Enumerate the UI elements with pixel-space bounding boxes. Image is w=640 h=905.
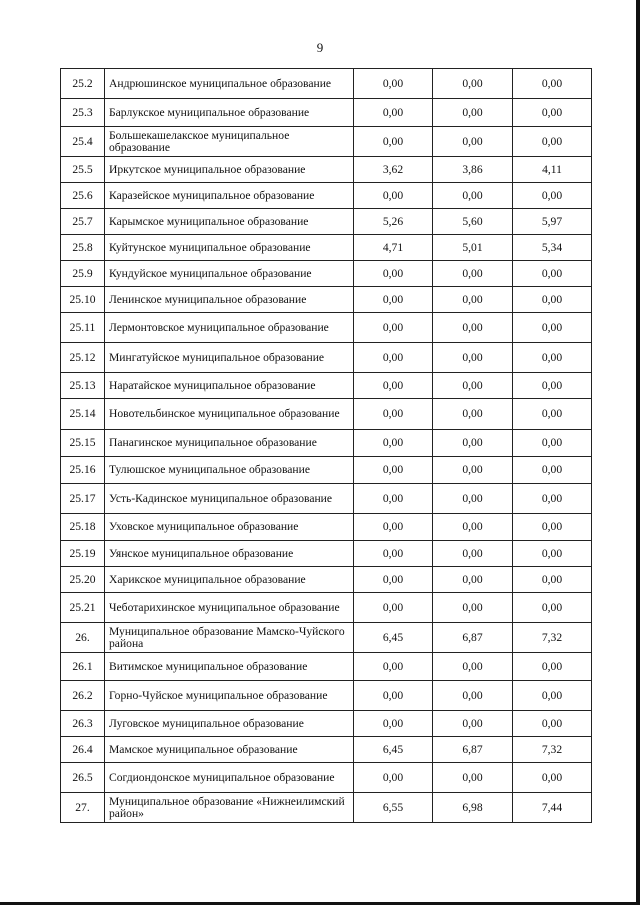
row-value-1: 0,00 [354, 653, 433, 681]
row-number: 25.12 [61, 343, 105, 373]
table-row [61, 737, 592, 763]
row-number: 25.16 [61, 457, 105, 484]
row-value-3: 0,00 [513, 681, 592, 711]
row-value-1: 0,00 [354, 399, 433, 430]
row-value-1: 0,00 [354, 484, 433, 514]
row-name: Мамское муниципальное образование [105, 737, 354, 763]
row-value-1: 0,00 [354, 373, 433, 399]
row-number: 25.19 [61, 541, 105, 567]
row-name: Усть-Кадинское муниципальное образование [105, 484, 354, 514]
row-value-2: 0,00 [433, 541, 513, 567]
row-name: Луговское муниципальное образование [105, 711, 354, 737]
row-number: 25.7 [61, 209, 105, 235]
row-name: Чеботарихинское муниципальное образование [105, 593, 354, 623]
row-name: Муниципальное образование «Нижнеилимский район» [105, 793, 354, 823]
table-row [61, 343, 592, 373]
row-value-2: 0,00 [433, 681, 513, 711]
row-name: Карымское муниципальное образование [105, 209, 354, 235]
row-value-1: 0,00 [354, 343, 433, 373]
row-value-1: 0,00 [354, 99, 433, 127]
row-value-3: 0,00 [513, 261, 592, 287]
row-name: Андрюшинское муниципальное образование [105, 69, 354, 99]
table-row [61, 711, 592, 737]
row-number: 25.6 [61, 183, 105, 209]
row-value-2: 0,00 [433, 457, 513, 484]
table-row [61, 373, 592, 399]
table-row [61, 457, 592, 484]
row-name: Каразейское муниципальное образование [105, 183, 354, 209]
row-name: Кундуйское муниципальное образование [105, 261, 354, 287]
row-value-2: 0,00 [433, 763, 513, 793]
row-value-3: 0,00 [513, 763, 592, 793]
row-number: 26. [61, 623, 105, 653]
table-row [61, 541, 592, 567]
row-number: 25.8 [61, 235, 105, 261]
row-name: Иркутское муниципальное образование [105, 157, 354, 183]
row-value-3: 0,00 [513, 514, 592, 541]
scan-edge-right [636, 0, 640, 905]
row-value-3: 7,32 [513, 737, 592, 763]
row-value-2: 0,00 [433, 484, 513, 514]
row-value-1: 6,55 [354, 793, 433, 823]
row-number: 27. [61, 793, 105, 823]
row-value-2: 0,00 [433, 99, 513, 127]
row-value-1: 6,45 [354, 737, 433, 763]
table-row [61, 157, 592, 183]
row-name: Ленинское муниципальное образование [105, 287, 354, 313]
row-value-3: 0,00 [513, 373, 592, 399]
row-number: 25.15 [61, 430, 105, 457]
row-number: 25.5 [61, 157, 105, 183]
row-value-3: 0,00 [513, 99, 592, 127]
row-value-1: 0,00 [354, 127, 433, 157]
row-value-3: 0,00 [513, 343, 592, 373]
row-number: 25.21 [61, 593, 105, 623]
table-row [61, 127, 592, 157]
table-row [61, 209, 592, 235]
row-value-1: 6,45 [354, 623, 433, 653]
row-name: Согдиондонское муниципальное образование [105, 763, 354, 793]
row-number: 25.18 [61, 514, 105, 541]
row-value-2: 0,00 [433, 343, 513, 373]
row-name: Большекашелакское муниципальное образование [105, 127, 354, 157]
table-row [61, 567, 592, 593]
row-value-3: 0,00 [513, 313, 592, 343]
row-name: Барлукское муниципальное образование [105, 99, 354, 127]
row-value-2: 6,87 [433, 737, 513, 763]
table-row [61, 399, 592, 430]
row-value-1: 0,00 [354, 711, 433, 737]
row-number: 25.10 [61, 287, 105, 313]
table-row [61, 623, 592, 653]
table-row [61, 593, 592, 623]
row-value-3: 0,00 [513, 399, 592, 430]
row-number: 25.9 [61, 261, 105, 287]
row-value-1: 0,00 [354, 567, 433, 593]
row-name: Харикское муниципальное образование [105, 567, 354, 593]
table-row [61, 430, 592, 457]
table-row [61, 653, 592, 681]
row-number: 26.5 [61, 763, 105, 793]
table-row [61, 287, 592, 313]
row-value-1: 0,00 [354, 430, 433, 457]
row-value-2: 0,00 [433, 399, 513, 430]
row-value-3: 0,00 [513, 127, 592, 157]
row-number: 25.13 [61, 373, 105, 399]
row-value-3: 0,00 [513, 593, 592, 623]
row-value-2: 0,00 [433, 261, 513, 287]
row-value-1: 0,00 [354, 313, 433, 343]
row-value-1: 0,00 [354, 261, 433, 287]
row-name: Горно-Чуйское муниципальное образование [105, 681, 354, 711]
row-number: 25.11 [61, 313, 105, 343]
row-number: 25.3 [61, 99, 105, 127]
row-value-2: 0,00 [433, 287, 513, 313]
row-name: Тулюшское муниципальное образование [105, 457, 354, 484]
row-value-2: 0,00 [433, 711, 513, 737]
row-value-2: 0,00 [433, 127, 513, 157]
table-row [61, 484, 592, 514]
table-row [61, 514, 592, 541]
row-name: Уховское муниципальное образование [105, 514, 354, 541]
table-row [61, 681, 592, 711]
row-value-2: 0,00 [433, 69, 513, 99]
row-value-2: 3,86 [433, 157, 513, 183]
row-value-2: 0,00 [433, 183, 513, 209]
row-number: 26.3 [61, 711, 105, 737]
table-body [61, 69, 592, 823]
table-row [61, 793, 592, 823]
row-name: Новотельбинское муниципальное образование [105, 399, 354, 430]
row-value-1: 5,26 [354, 209, 433, 235]
table-row [61, 99, 592, 127]
row-name: Мингатуйское муниципальное образование [105, 343, 354, 373]
row-value-3: 0,00 [513, 653, 592, 681]
row-value-1: 0,00 [354, 287, 433, 313]
page-number: 9 [316, 40, 324, 55]
table-row [61, 313, 592, 343]
row-number: 25.2 [61, 69, 105, 99]
row-value-1: 4,71 [354, 235, 433, 261]
data-table [60, 68, 592, 823]
row-value-2: 0,00 [433, 430, 513, 457]
row-value-2: 6,87 [433, 623, 513, 653]
row-number: 26.2 [61, 681, 105, 711]
row-value-2: 5,60 [433, 209, 513, 235]
row-number: 26.1 [61, 653, 105, 681]
table-row [61, 69, 592, 99]
row-number: 26.4 [61, 737, 105, 763]
row-number: 25.14 [61, 399, 105, 430]
row-value-2: 0,00 [433, 653, 513, 681]
row-number: 25.17 [61, 484, 105, 514]
row-value-3: 0,00 [513, 541, 592, 567]
table-row [61, 235, 592, 261]
row-value-1: 0,00 [354, 593, 433, 623]
row-value-3: 7,32 [513, 623, 592, 653]
row-value-1: 0,00 [354, 681, 433, 711]
row-number: 25.4 [61, 127, 105, 157]
row-value-3: 7,44 [513, 793, 592, 823]
row-value-2: 0,00 [433, 373, 513, 399]
table-row [61, 261, 592, 287]
row-name: Муниципальное образование Мамско-Чуйского района [105, 623, 354, 653]
row-name: Лермонтовское муниципальное образование [105, 313, 354, 343]
row-value-3: 0,00 [513, 567, 592, 593]
row-value-3: 0,00 [513, 711, 592, 737]
row-value-3: 4,11 [513, 157, 592, 183]
row-value-2: 0,00 [433, 593, 513, 623]
table-row [61, 183, 592, 209]
row-name: Куйтунское муниципальное образование [105, 235, 354, 261]
row-value-1: 0,00 [354, 457, 433, 484]
row-value-3: 5,97 [513, 209, 592, 235]
row-value-1: 0,00 [354, 541, 433, 567]
row-value-3: 0,00 [513, 287, 592, 313]
row-value-3: 0,00 [513, 430, 592, 457]
row-value-1: 0,00 [354, 69, 433, 99]
table-row [61, 763, 592, 793]
row-value-3: 0,00 [513, 457, 592, 484]
row-value-1: 3,62 [354, 157, 433, 183]
row-name: Уянское муниципальное образование [105, 541, 354, 567]
row-name: Наратайское муниципальное образование [105, 373, 354, 399]
row-value-3: 0,00 [513, 69, 592, 99]
row-value-3: 0,00 [513, 484, 592, 514]
row-value-3: 5,34 [513, 235, 592, 261]
row-value-1: 0,00 [354, 763, 433, 793]
row-number: 25.20 [61, 567, 105, 593]
row-value-1: 0,00 [354, 183, 433, 209]
row-value-1: 0,00 [354, 514, 433, 541]
row-value-2: 0,00 [433, 313, 513, 343]
row-value-2: 6,98 [433, 793, 513, 823]
row-value-2: 0,00 [433, 567, 513, 593]
row-value-3: 0,00 [513, 183, 592, 209]
row-value-2: 5,01 [433, 235, 513, 261]
row-name: Панагинское муниципальное образование [105, 430, 354, 457]
row-value-2: 0,00 [433, 514, 513, 541]
row-name: Витимское муниципальное образование [105, 653, 354, 681]
